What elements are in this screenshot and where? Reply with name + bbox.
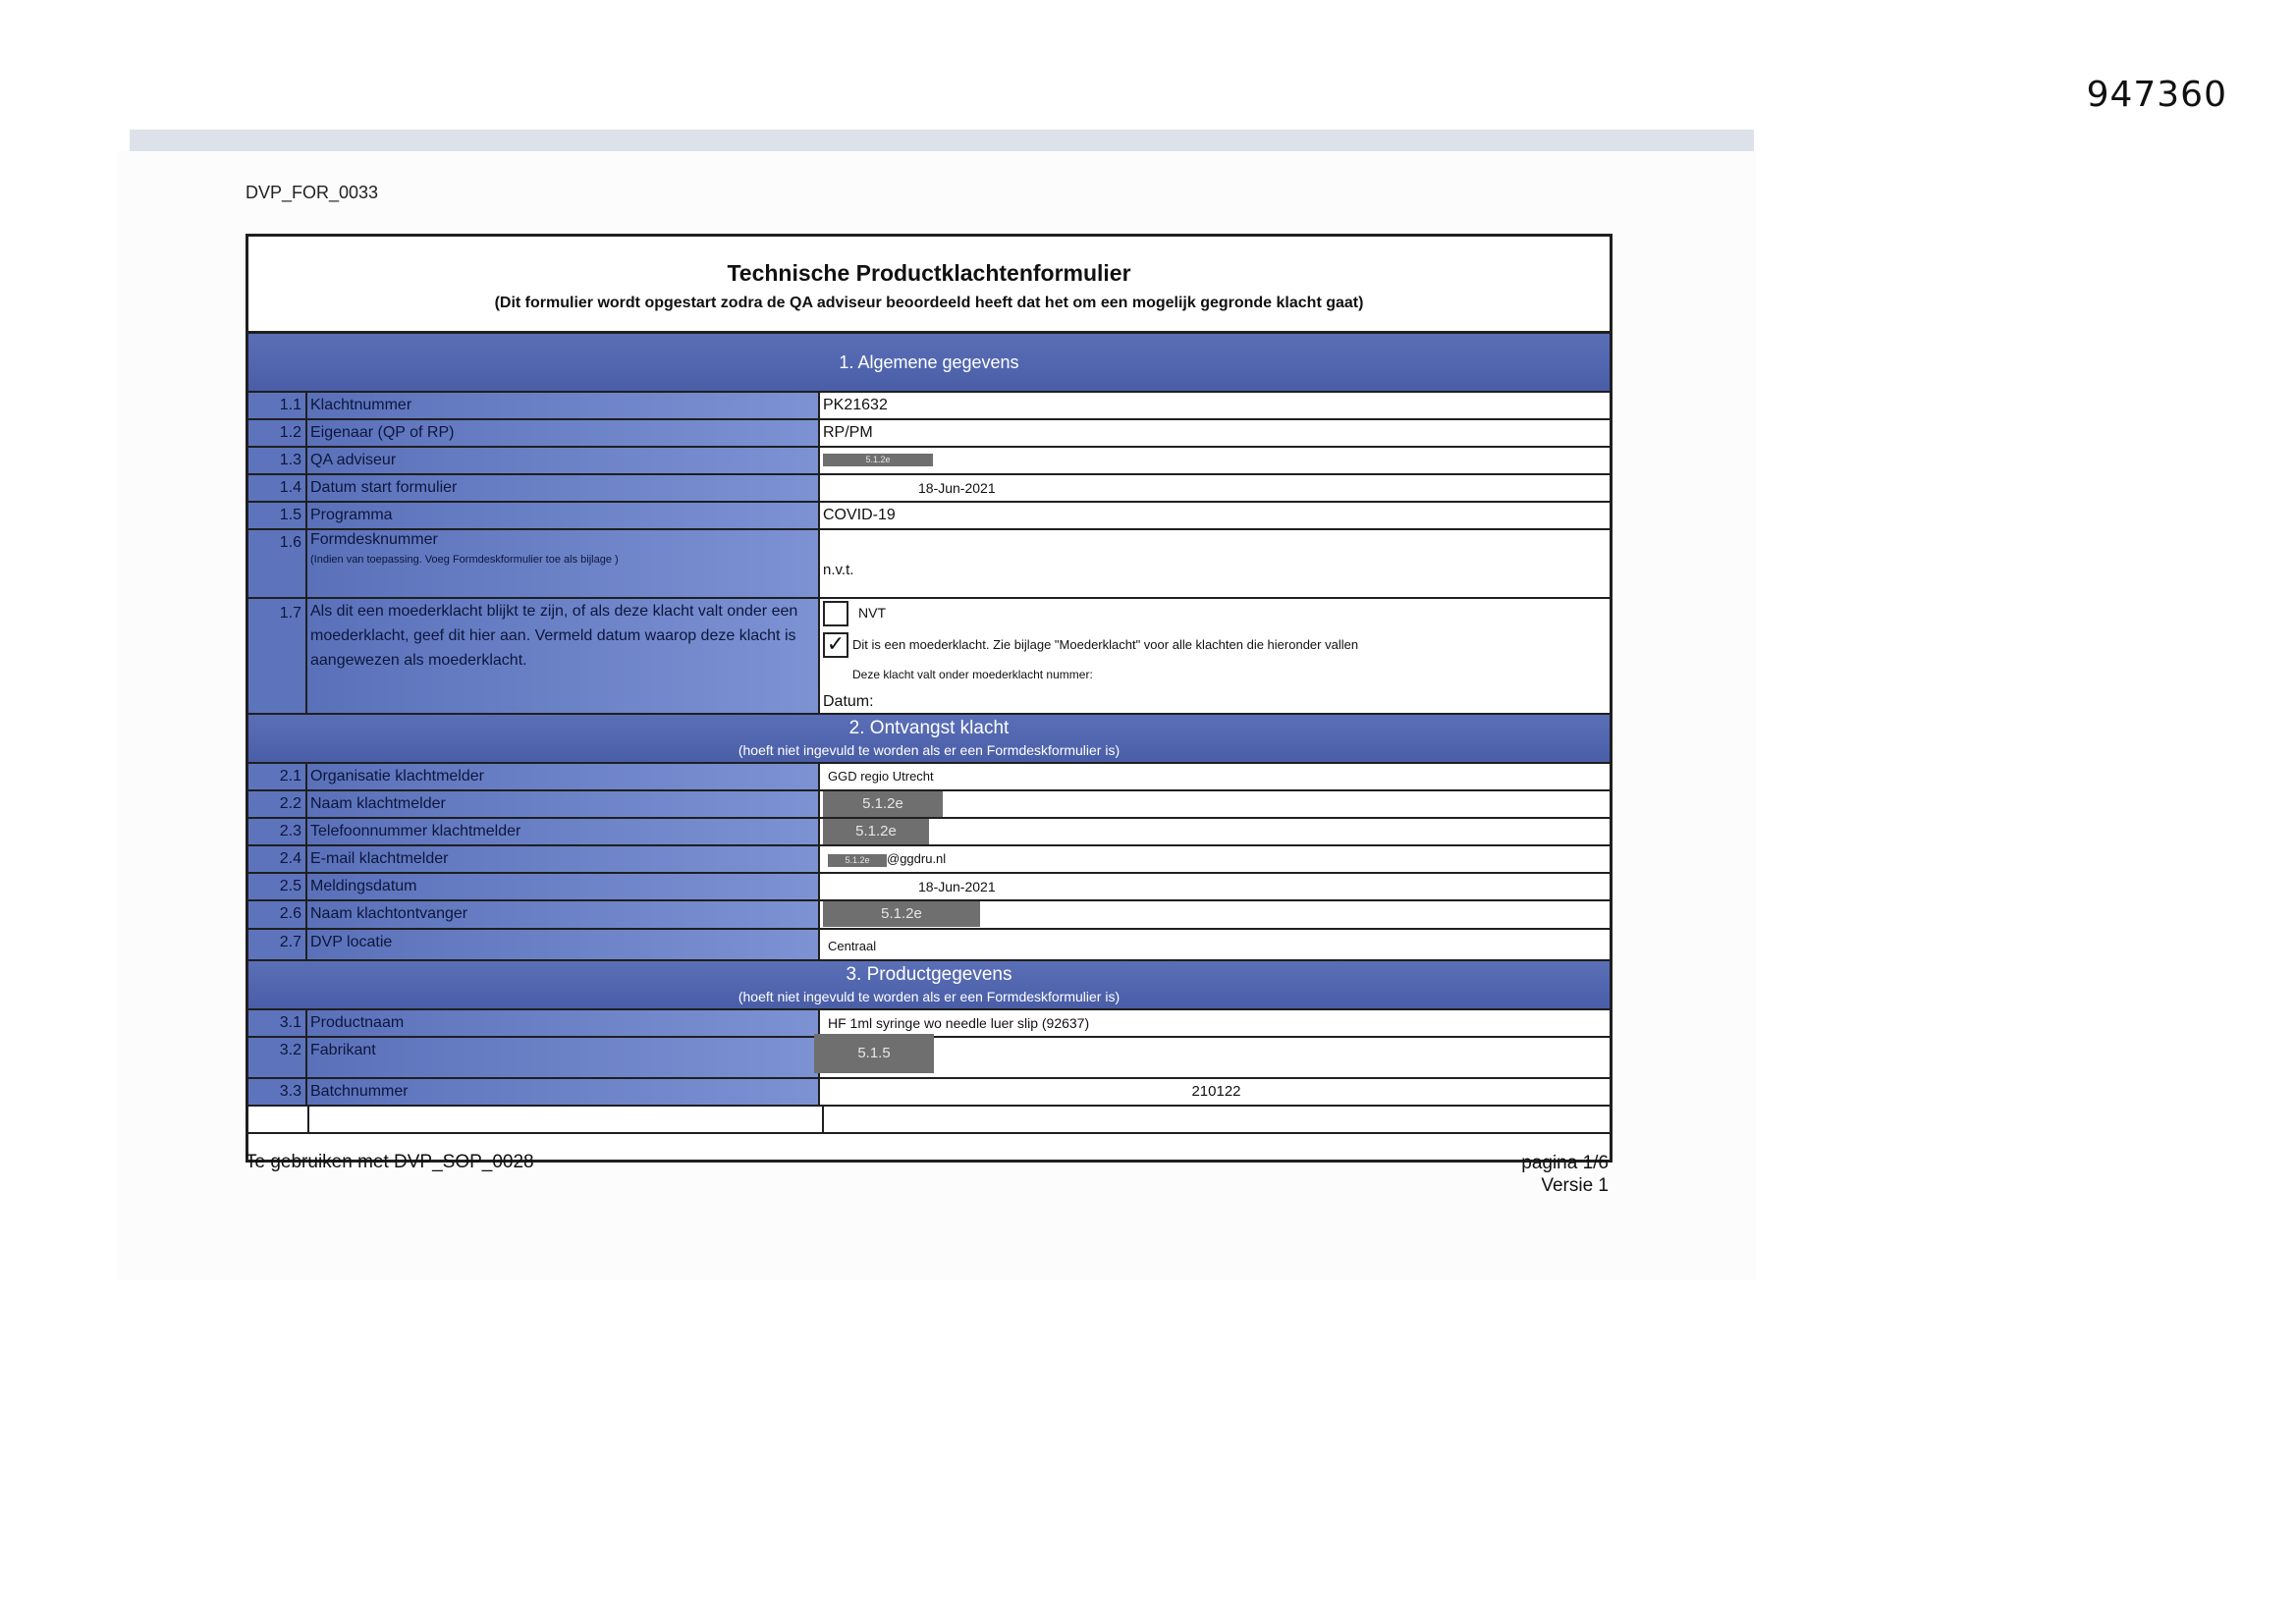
row-label: Programma [307, 503, 820, 528]
row-label: Datum start formulier [307, 475, 820, 501]
option-moederklacht[interactable]: ✓ Dit is een moederklacht. Zie bijlage "Moederklacht" voor alle klachten die hieronder vallen [823, 632, 1610, 658]
row-value [820, 901, 1610, 927]
form-row [248, 901, 1610, 929]
row-value: PK21632 [820, 393, 1610, 418]
form-subtitle: (Dit formulier wordt opgestart zodra de QA adviseur beoordeeld heeft dat het om een mogelijk gegronde klacht gaat) [494, 295, 1364, 311]
row-value [820, 791, 1610, 817]
row-value: 18-Jun-2021 [820, 475, 1610, 501]
redaction-box: 5.1.2e [823, 791, 943, 817]
row-number: 3.2 [248, 1038, 307, 1077]
email-domain: @ggdru.nl [887, 851, 947, 867]
row-number: 3.3 [248, 1079, 307, 1105]
row-number: 2.5 [248, 874, 307, 899]
redaction-box: 5.1.2e [823, 901, 980, 927]
row-number: 2.7 [248, 930, 307, 959]
row-label: Eigenaar (QP of RP) [307, 420, 820, 446]
form-row [248, 874, 1610, 901]
option-submoederklacht: Deze klacht valt onder moederklacht nummer: [852, 668, 1093, 681]
section-3-subtitle: (hoeft niet ingevuld te worden als er een Formdeskformulier is) [738, 988, 1121, 1004]
row-value [820, 1038, 1610, 1077]
row-number: 2.2 [248, 791, 307, 817]
section-1-header: 1. Algemene gegevens [248, 334, 1610, 393]
row-value [820, 819, 1610, 844]
row-number: 2.3 [248, 819, 307, 844]
form-code: DVP_FOR_0033 [246, 183, 379, 202]
section-3-header [248, 961, 1610, 1010]
form-row [248, 503, 1610, 530]
row-value [820, 846, 1610, 872]
complaint-form [246, 234, 1613, 1163]
row-value: Centraal [820, 930, 1610, 959]
form-row [248, 530, 1610, 599]
footer-page-info [1414, 1152, 1609, 1197]
row-label: DVP locatie [307, 930, 820, 959]
row-number: 1.1 [248, 393, 307, 418]
redaction-box: 5.1.5 [814, 1034, 934, 1073]
form-row [248, 791, 1610, 819]
row-label: Naam klachtmelder [307, 791, 820, 817]
row-label: Klachtnummer [307, 393, 820, 418]
row-label: Batchnummer [307, 1079, 820, 1105]
redaction-box: 5.1.2e [823, 819, 929, 844]
row-label: Als dit een moederklacht blijkt te zijn, of als deze klacht valt onder een moederklacht, geef dit hier aan. Vermeld datum waarop deze klacht is aangewezen als moederklacht. [307, 599, 820, 713]
row-label: Telefoonnummer klachtmelder [307, 819, 820, 844]
empty-row [248, 1107, 1610, 1134]
section-2-subtitle: (hoeft niet ingevuld te worden als er een Formdeskformulier is) [738, 742, 1121, 758]
row-number: 1.2 [248, 420, 307, 446]
option-nvt[interactable]: NVT [823, 601, 1610, 626]
form-row [248, 1038, 1610, 1079]
version-label: Versie 1 [1541, 1175, 1609, 1196]
form-row [248, 475, 1610, 503]
row-number: 3.1 [248, 1010, 307, 1036]
redaction-box: 5.1.2e [823, 454, 933, 466]
row-value: HF 1ml syringe wo needle luer slip (92637) [820, 1010, 1610, 1036]
row-value [820, 448, 1610, 473]
datum-label: Datum: [823, 693, 874, 710]
checkbox-checked-icon[interactable]: ✓ [823, 632, 848, 658]
document-number: 947360 [2086, 75, 2227, 115]
form-row [248, 393, 1610, 420]
form-row [248, 819, 1610, 846]
section-2-header [248, 715, 1610, 764]
form-row [248, 1079, 1610, 1107]
row-label [307, 530, 820, 597]
scan-band [130, 130, 1754, 151]
row-label: Organisatie klachtmelder [307, 764, 820, 789]
row-label: QA adviseur [307, 448, 820, 473]
section-3-title: 3. Productgegevens [846, 963, 1012, 985]
row-label: Fabrikant [307, 1038, 820, 1077]
form-title: Technische Productklachtenformulier [727, 260, 1131, 286]
checkbox-empty-icon[interactable] [823, 601, 848, 626]
row-value: GGD regio Utrecht [820, 764, 1610, 789]
row-value: 18-Jun-2021 [820, 874, 1610, 899]
row-number: 1.7 [248, 599, 307, 713]
row-number: 2.1 [248, 764, 307, 789]
footer-sop-reference: Te gebruiken met DVP_SOP_0028 [246, 1152, 534, 1172]
row-number: 2.6 [248, 901, 307, 927]
redaction-box: 5.1.2e [828, 854, 887, 867]
form-row [248, 420, 1610, 448]
form-row [248, 599, 1610, 715]
row-number: 2.4 [248, 846, 307, 872]
row-label: Naam klachtontvanger [307, 901, 820, 927]
row-number: 1.6 [248, 530, 307, 597]
row-number: 1.5 [248, 503, 307, 528]
row-value [820, 599, 1610, 713]
page-number: pagina 1/6 [1521, 1153, 1609, 1173]
row-number: 1.3 [248, 448, 307, 473]
row-number: 1.4 [248, 475, 307, 501]
section-2-title: 2. Ontvangst klacht [848, 718, 1010, 738]
form-row [248, 764, 1610, 791]
row-label-text: Formdesknummer [310, 531, 438, 548]
row-label: Productnaam [307, 1010, 820, 1036]
form-row [248, 846, 1610, 874]
row-value: RP/PM [820, 420, 1610, 446]
row-label-note: (Indien van toepassing. Voeg Formdeskformulier toe als bijlage ) [310, 554, 619, 566]
row-label: Meldingsdatum [307, 874, 820, 899]
form-row [248, 930, 1610, 961]
row-label: E-mail klachtmelder [307, 846, 820, 872]
form-row [248, 448, 1610, 475]
row-value: 210122 [820, 1079, 1610, 1105]
row-value: n.v.t. [820, 530, 1610, 597]
form-header [248, 237, 1610, 334]
row-value: COVID-19 [820, 503, 1610, 528]
